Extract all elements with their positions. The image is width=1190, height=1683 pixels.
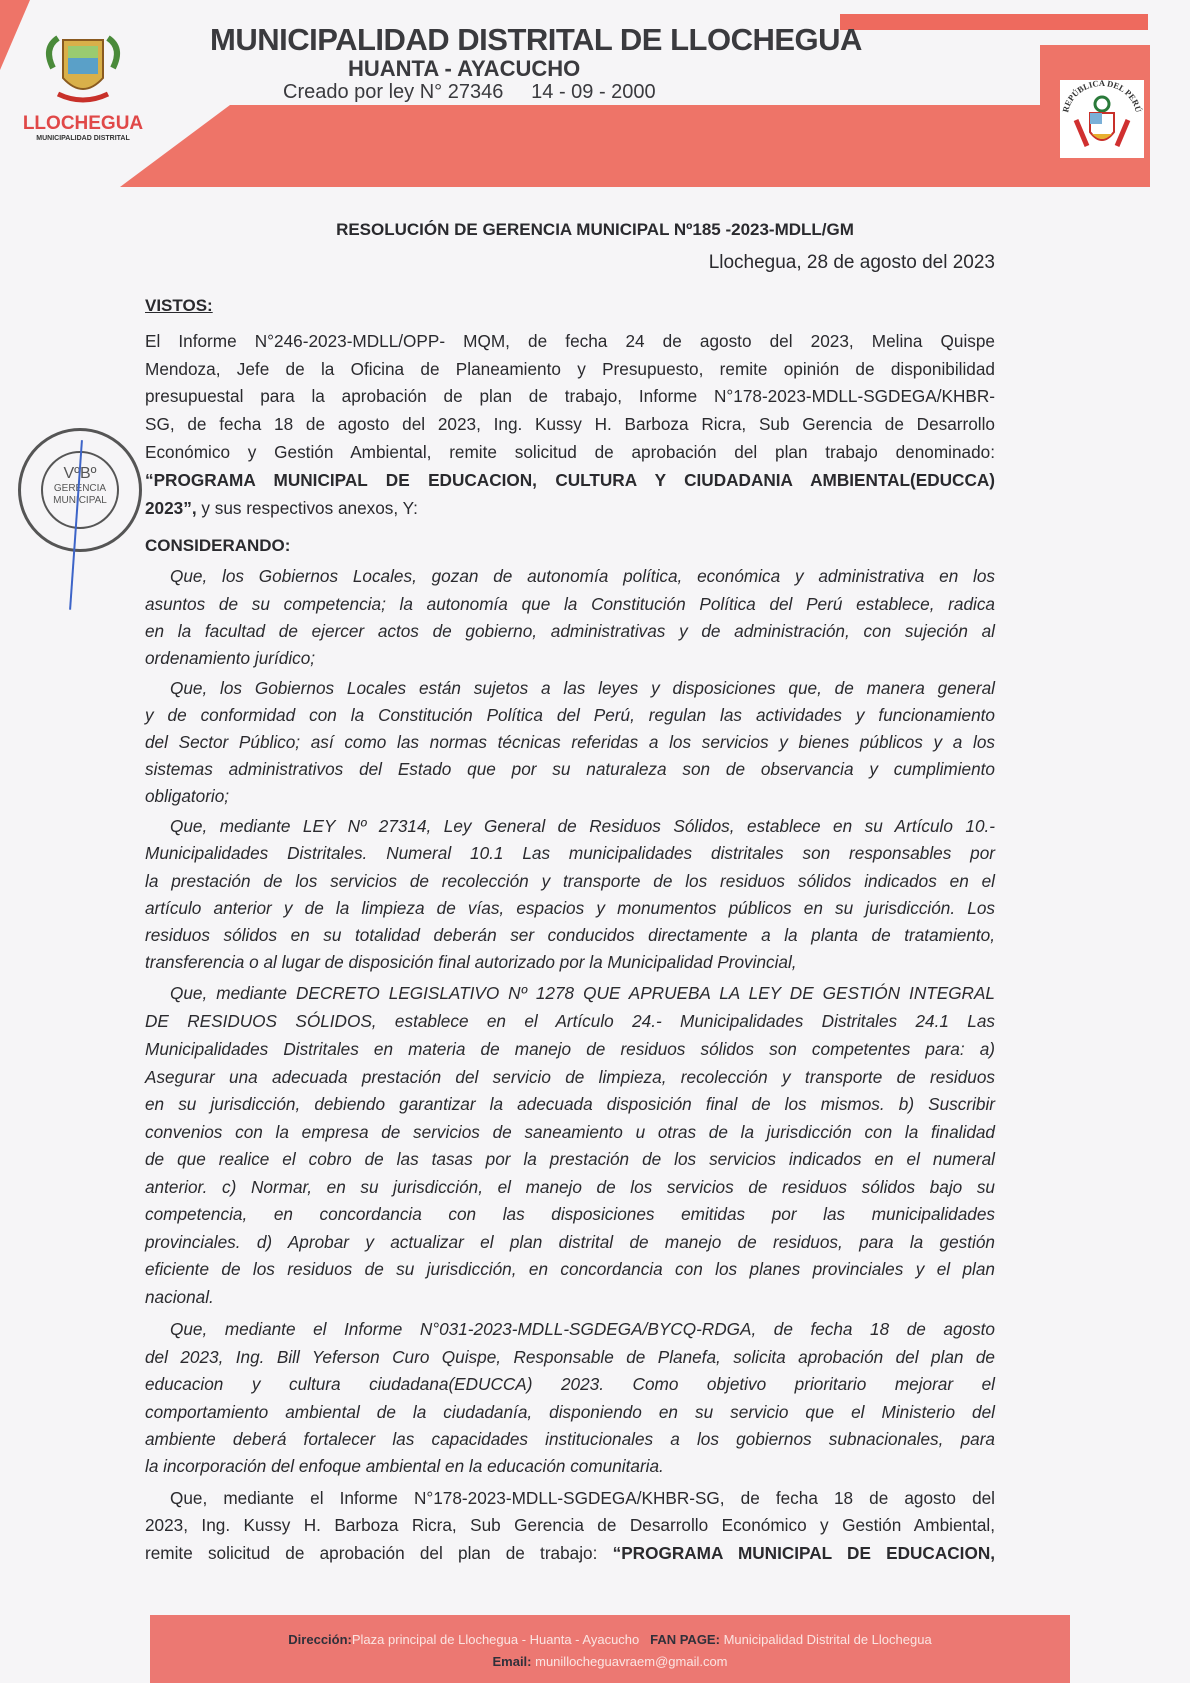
text-line — [145, 1148, 995, 1170]
text-line — [170, 982, 995, 1004]
municipality-location: HUANTA - AYACUCHO — [348, 56, 581, 81]
text-line — [145, 413, 995, 435]
text-segment: transferencia o al lugar de disposición final autorizado por la Municipalidad Provincial, — [145, 952, 797, 972]
text-line — [145, 1010, 995, 1032]
text-segment: 2023, Ing. Kussy H. Barboza Ricra, Sub Gerencia de Desarrollo Económico y Gestión Ambiental, — [145, 1515, 995, 1535]
header-band-main — [120, 105, 1150, 187]
creation-law: Creado por ley N° 27346 14 - 09 - 2000 — [283, 81, 656, 103]
text-segment: “PROGRAMA MUNICIPAL DE EDUCACION, CULTURA Y CIUDADANIA AMBIENTAL(EDUCCA) — [145, 470, 995, 490]
text-segment: 2023”, — [145, 498, 197, 518]
text-segment: SG, de fecha 18 de agosto del 2023, Ing. Kussy H. Barboza Ricra, Sub Gerencia de Desarrollo — [145, 414, 995, 434]
text-line — [145, 951, 995, 973]
text-segment: DE RESIDUOS SÓLIDOS, establece en el Artículo 24.- Municipalidades Distritales 24.1 Las — [145, 1011, 995, 1031]
text-line — [145, 358, 995, 380]
text-line — [145, 1231, 995, 1253]
text-segment: provinciales. d) Aprobar y actualizar el plan distrital de manejo de residuos, para la gestión — [145, 1232, 995, 1252]
text-segment: obligatorio; — [145, 786, 230, 806]
text-line — [170, 565, 995, 587]
text-line — [145, 1455, 995, 1477]
text-segment: y sus respectivos anexos, Y: — [196, 498, 418, 518]
text-segment: y de conformidad con la Constitución Política del Perú, regulan las actividades y funcionamiento — [145, 705, 995, 725]
text-line — [145, 1038, 995, 1060]
text-line — [145, 647, 995, 669]
text-segment: Mendoza, Jefe de la Oficina de Planeamiento y Presupuesto, remite opinión de disponibilidad — [145, 359, 995, 379]
text-line — [145, 785, 995, 807]
considerando-heading: CONSIDERANDO: — [145, 536, 291, 555]
text-segment: eficiente de los residuos de su jurisdicción, en concordancia con los planes provinciales y el plan — [145, 1259, 995, 1279]
text-line — [145, 1121, 995, 1143]
vistos-heading: VISTOS: — [145, 296, 213, 315]
text-segment: la prestación de los servicios de recolección y transporte de los residuos sólidos indicados en el — [145, 871, 995, 891]
text-segment: en la facultad de ejercer actos de gobierno, administrativas y de administración, con sujeción al — [145, 621, 995, 641]
text-segment: Que, los Gobiernos Locales, gozan de autonomía política, económica y administrativa en los — [170, 566, 995, 586]
footer: Dirección:Plaza principal de Llochegua - Huanta - Ayacucho FAN PAGE: Municipalidad Distrital de Llochegua Email: munillocheguavraem@gmail.com — [150, 1615, 1070, 1683]
text-line — [145, 1373, 995, 1395]
text-line — [145, 593, 995, 615]
text-segment: presupuestal para la aprobación de plan de trabajo, Informe N°178-2023-MDLL-SGDEGA/KHBR- — [145, 386, 995, 406]
text-segment: ordenamiento jurídico; — [145, 648, 316, 668]
coat-of-arms-icon — [38, 28, 128, 108]
municipality-title: MUNICIPALIDAD DISTRITAL DE LLOCHEGUA — [210, 22, 862, 57]
text-line — [145, 1542, 995, 1564]
text-segment: Económico y Gestión Ambiental, remite solicitud de aprobación del plan trabajo denominado: — [145, 442, 995, 462]
text-line — [170, 1487, 995, 1509]
text-segment: Municipalidades Distritales. Numeral 10.1 Las municipalidades distritales son responsables por — [145, 843, 995, 863]
text-line — [145, 758, 995, 780]
text-segment: competencia, en concordancia con las disposiciones emitidas por las municipalidades — [145, 1204, 995, 1224]
text-line — [145, 1203, 995, 1225]
peru-shield-icon — [1060, 80, 1144, 158]
header-band-top — [840, 14, 1148, 30]
text-segment: del 2023, Ing. Bill Yeferson Curo Quispe, Responsable de Planefa, solicita aprobación del plan de — [145, 1347, 995, 1367]
text-segment: Que, mediante el Informe N°178-2023-MDLL-SGDEGA/KHBR-SG, de fecha 18 de agosto del — [170, 1488, 995, 1508]
text-line — [145, 620, 995, 642]
text-line — [145, 842, 995, 864]
text-segment: ambiente deberá fortalecer las capacidades institucionales a los gobiernos subnacionales, para — [145, 1429, 995, 1449]
text-line — [145, 924, 995, 946]
text-segment: Que, mediante el Informe N°031-2023-MDLL-SGDEGA/BYCQ-RDGA, de fecha 18 de agosto — [170, 1319, 995, 1339]
text-segment: Que, mediante DECRETO LEGISLATIVO Nº 1278 QUE APRUEBA LA LEY DE GESTIÓN INTEGRAL — [170, 983, 995, 1003]
text-segment: en su jurisdicción, debiendo garantizar la adecuada disposición final de los mismos. b) Suscribir — [145, 1094, 995, 1114]
text-line — [145, 1514, 995, 1536]
text-line — [145, 704, 995, 726]
approval-stamp: VºBº GERENCIA MUNICIPAL — [18, 428, 142, 552]
text-line — [170, 677, 995, 699]
text-segment: de que realice el cobro de las tasas por la prestación de los servicios indicados en el numeral — [145, 1149, 995, 1169]
text-line — [145, 1066, 995, 1088]
text-line — [145, 870, 995, 892]
text-line — [170, 815, 995, 837]
text-line — [170, 1318, 995, 1340]
text-segment: del Sector Público; así como las normas técnicas referidas a los servicios y bienes públicos y a los — [145, 732, 995, 752]
text-line — [145, 330, 995, 352]
text-segment: sistemas administrativos del Estado que por su naturaleza son de observancia y cumplimiento — [145, 759, 995, 779]
text-segment: la incorporación del enfoque ambiental en la educación comunitaria. — [145, 1456, 664, 1476]
text-segment: artículo anterior y de la limpieza de vías, espacios y monumentos públicos en su jurisdicción. Los — [145, 898, 995, 918]
text-segment: nacional. — [145, 1287, 214, 1307]
text-segment: convenios con la empresa de servicios de saneamiento u otras de la jurisdicción con la finalidad — [145, 1122, 995, 1142]
shield-text: REPÚBLICA DEL PERÚ — [1060, 80, 1144, 114]
document-date: Llochegua, 28 de agosto del 2023 — [708, 252, 995, 273]
text-line — [145, 1258, 995, 1280]
text-line — [145, 1286, 995, 1308]
text-segment: Asegurar una adecuada prestación del servicio de limpieza, recolección y transporte de residuos — [145, 1067, 995, 1087]
text-segment: Municipalidades Distritales en materia de manejo de residuos sólidos son competentes para: a) — [145, 1039, 995, 1059]
footer-email: munillocheguavraem@gmail.com — [535, 1654, 728, 1669]
text-line — [145, 731, 995, 753]
text-line — [145, 1401, 995, 1423]
text-segment: educacion y cultura ciudadana(EDUCCA) 2023. Como objetivo prioritario mejorar el — [145, 1374, 995, 1394]
text-line — [145, 1428, 995, 1450]
text-segment: anterior. c) Normar, en su jurisdicción, el manejo de los servicios de residuos sólidos bajo su — [145, 1177, 995, 1197]
text-line — [145, 385, 995, 407]
text-segment: asuntos de su competencia; la autonomía que la Constitución Política del Perú establece, radica — [145, 594, 995, 614]
text-line — [145, 1346, 995, 1368]
text-segment: “PROGRAMA MUNICIPAL DE EDUCACION, — [612, 1543, 996, 1563]
text-segment: remite solicitud de aprobación del plan de trabajo: — [145, 1543, 613, 1563]
text-line — [145, 441, 995, 463]
text-line — [145, 1176, 995, 1198]
resolution-title: RESOLUCIÓN DE GERENCIA MUNICIPAL Nº185 -2023-MDLL/GM — [336, 220, 854, 239]
text-line — [145, 897, 995, 919]
peru-coat-of-arms — [1060, 80, 1144, 158]
text-segment: comportamiento ambiental de la ciudadanía, disponiendo en su servicio que el Ministerio del — [145, 1402, 995, 1422]
text-segment: residuos sólidos en su totalidad deberán ser conducidos directamente a la planta de tratamiento, — [145, 925, 995, 945]
text-segment: Que, los Gobiernos Locales están sujetos a las leyes y disposiciones que, de manera general — [170, 678, 995, 698]
text-line — [145, 469, 995, 491]
text-segment: Que, mediante LEY Nº 27314, Ley General de Residuos Sólidos, establece en su Artículo 10.- — [170, 816, 995, 836]
text-line — [145, 1093, 995, 1115]
municipality-logo: LLOCHEGUA MUNICIPALIDAD DISTRITAL — [22, 28, 144, 158]
text-segment: El Informe N°246-2023-MDLL/OPP- MQM, de fecha 24 de agosto del 2023, Melina Quispe — [145, 331, 995, 351]
text-line — [145, 497, 995, 519]
